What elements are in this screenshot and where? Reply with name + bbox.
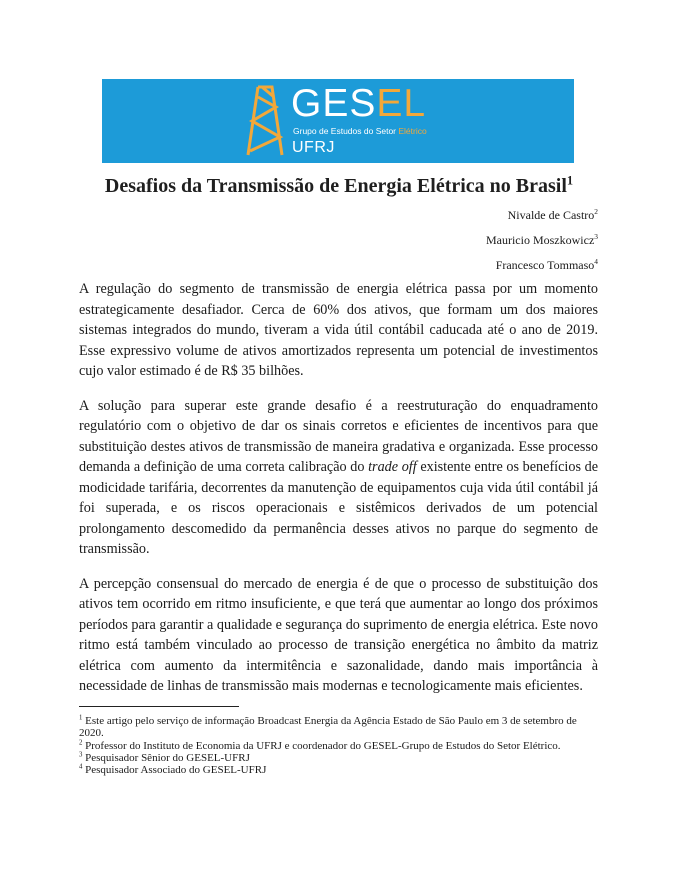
gesel-banner <box>102 79 574 163</box>
article-body <box>79 279 598 711</box>
author-item: Francesco Tommaso$^4$ <box>495 257 598 272</box>
paragraph-3: A percepção consensual do mercado de energia é de que o processo de substituição dos ativos tem ocorrido em ritmo insuficiente, e que terá que aumentar ao longo dos próximos períodos para garantir a qualidade e segurança do suprimento de energia elétrica. Este novo ritmo está também vinculado ao processo de transição energética no âmbito da matriz elétrica com aumento da intermitência e sazonalidade, dando mais importância à necessidade de linhas de transmissão mais modernas e tecnologicamente mais eficientes. <box>79 575 598 694</box>
author-item: Nivalde de Castro$^2$ <box>507 207 598 222</box>
footnote-divider <box>79 706 239 707</box>
paragraph-2: A solução para superar este grande desafio é a reestruturação do enquadramento regulatório com o objetivo de dar os sinais corretos e eficientes de incentivos para que substituição destes ativos de transmissão de maneira gradativa e organizada. Esse processo demanda a definição de uma correta calibração do trade off existente entre os benefícios de modicidade tarifária, decorrentes da manutenção de equipamentos cuja vida útil contábil já foi superada, e os riscos operacionais e sistêmicos derivados de um potencial prolongamento descomedido da permanência desses ativos no parque do segmento de transmissão. <box>79 397 598 557</box>
footnote-1: $^1$ Este artigo pelo serviço de informação Broadcast Energia da Agência Estado de São Paulo em 3 de setembro de 2020. <box>79 714 577 740</box>
gesel-wordmark: GESEL <box>291 82 427 125</box>
gesel-subtitle: Grupo de Estudos do Setor Elétrico <box>293 126 427 136</box>
footnote-2: $^2$ Professor do Instituto de Economia da UFRJ e coordenador do GESEL-Grupo de Estudos do Setor Elétrico. <box>79 738 561 752</box>
footnote-3: $^3$ Pesquisador Sênior do GESEL-UFRJ <box>79 751 250 764</box>
article-title: Desafios da Transmissão de Energia Elétrica no Brasil$^1$ <box>104 173 574 197</box>
author-list <box>486 208 598 283</box>
paragraph-1: A regulação do segmento de transmissão de energia elétrica passa por um momento estrategicamente desafiador. Cerca de 60% dos ativos, que formam um dos maiores sistemas integrados do mundo, tiveram a vida útil contábil caducada até o ano de 2019. Esse expressivo volume de ativos amortizados representa um potencial de investimentos cujo valor estimado é de R$ 35 bilhões. <box>79 281 598 379</box>
footnotes <box>79 715 599 776</box>
emphasis-trade-off: trade off <box>368 459 417 475</box>
author-item: Mauricio Moszkowicz$^3$ <box>485 232 598 247</box>
footnote-4: $^4$ Pesquisador Associado do GESEL-UFRJ <box>79 763 267 777</box>
title-footnote-mark: 1 <box>566 173 574 188</box>
ufrj-label: UFRJ <box>292 139 335 156</box>
transmission-tower-icon <box>244 85 284 157</box>
